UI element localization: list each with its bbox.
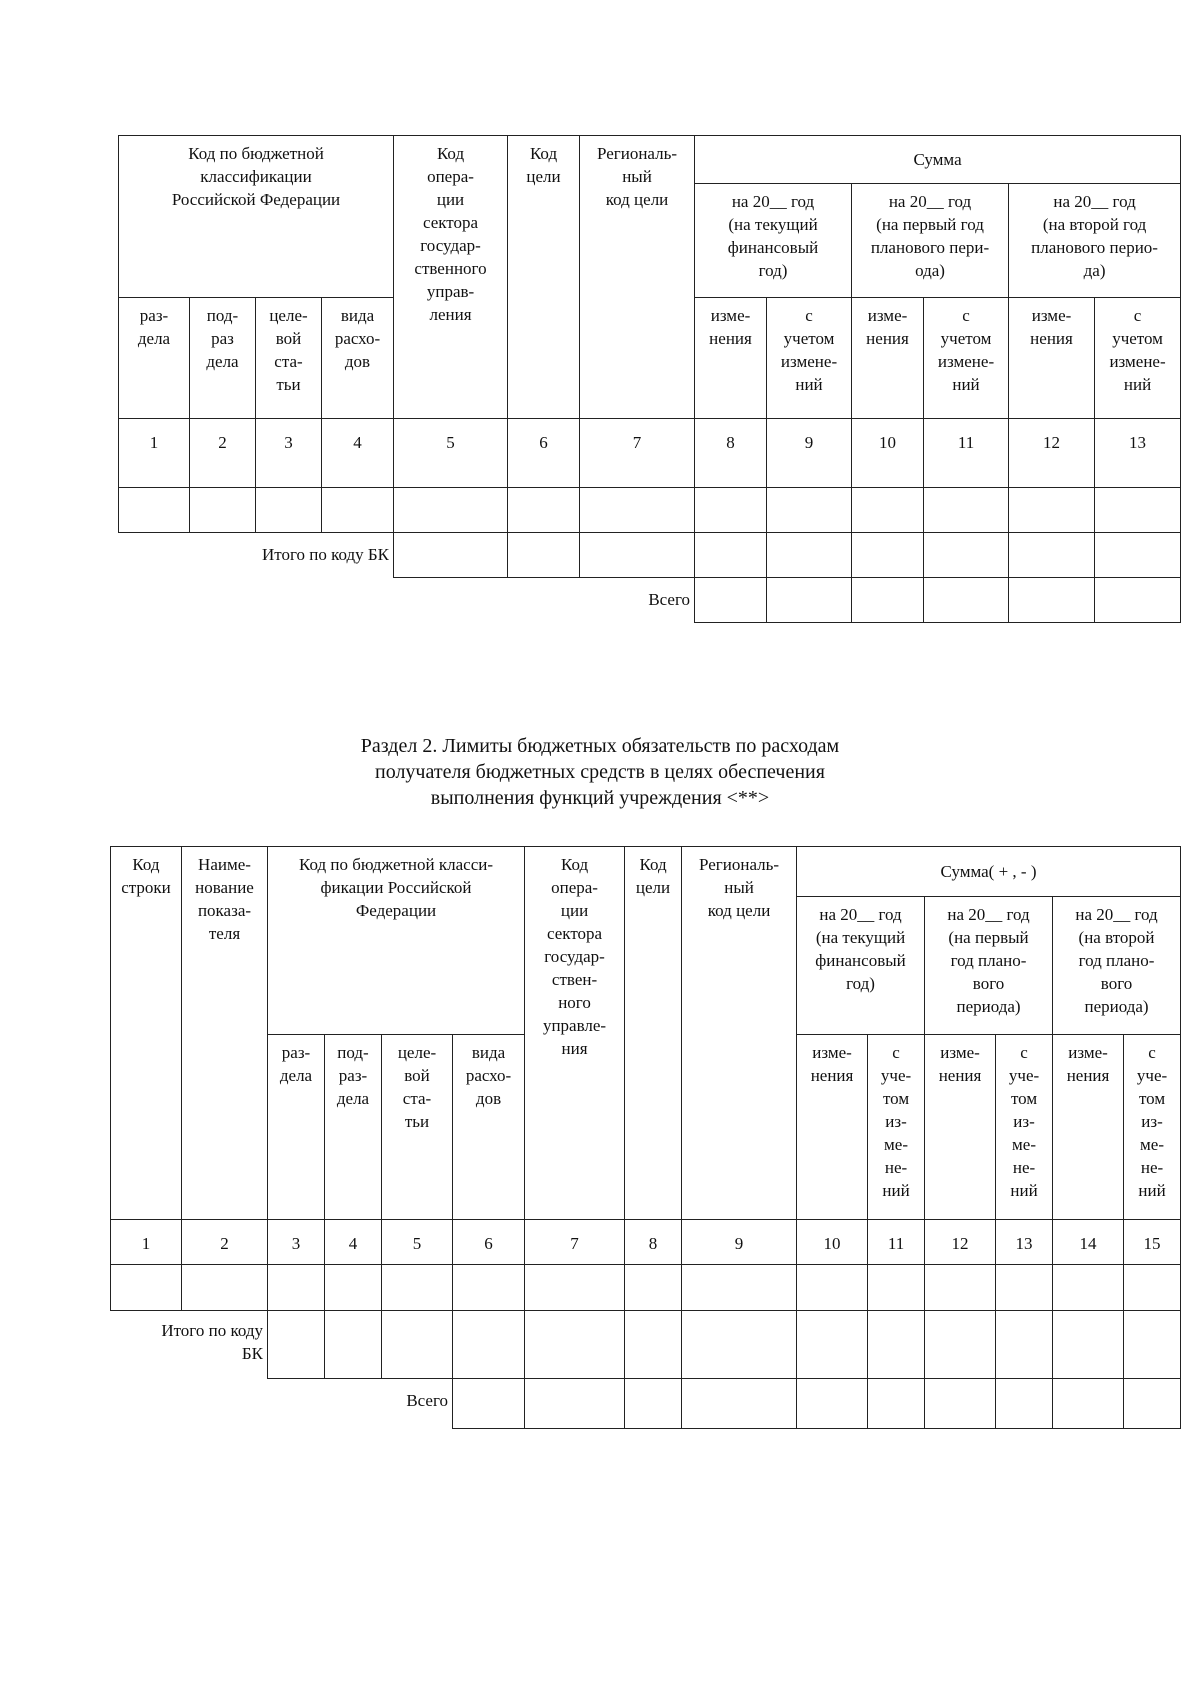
kosgu-header: Код опера- ции сектора государ- ственного управ- ления — [394, 136, 508, 419]
empty-cell — [625, 1265, 682, 1311]
empty-cell — [767, 533, 852, 578]
column-number: 11 — [924, 419, 1009, 488]
empty-cell — [394, 533, 508, 578]
year-first-header: на 20__ год (на первый год планового пери- ода) — [852, 184, 1009, 298]
empty-cell — [1095, 533, 1181, 578]
target-code-header: Код цели — [625, 847, 682, 1220]
empty-cell — [625, 1311, 682, 1379]
year-second-header: на 20__ год (на второй год планового перио- да) — [1009, 184, 1181, 298]
empty-cell — [190, 488, 256, 533]
year-current-header: на 20__ год (на текущий финансовый год) — [695, 184, 852, 298]
empty-cell — [111, 1265, 182, 1311]
column-number: 5 — [382, 1220, 453, 1265]
column-number: 8 — [625, 1220, 682, 1265]
column-number: 1 — [119, 419, 190, 488]
column-number: 2 — [190, 419, 256, 488]
budget-table-section-2 — [110, 846, 1181, 1429]
empty-cell — [797, 1265, 868, 1311]
empty-cell — [797, 1379, 868, 1429]
empty-cell — [382, 1311, 453, 1379]
empty-cell — [924, 578, 1009, 623]
column-number: 13 — [1095, 419, 1181, 488]
empty-cell — [682, 1379, 797, 1429]
column-number: 4 — [325, 1220, 382, 1265]
empty-cell — [382, 1265, 453, 1311]
celevoy-header: целе- вой ста- тьи — [382, 1035, 453, 1220]
razdel-header: раз- дела — [268, 1035, 325, 1220]
empty-cell — [508, 533, 580, 578]
empty-cell — [925, 1265, 996, 1311]
empty-cell — [182, 1265, 268, 1311]
izmeneniya-header: изме- нения — [925, 1035, 996, 1220]
empty-cell — [767, 578, 852, 623]
column-number: 5 — [394, 419, 508, 488]
empty-cell — [1009, 533, 1095, 578]
izmeneniya-header: изме- нения — [695, 298, 767, 419]
empty-cell — [925, 1379, 996, 1429]
column-number: 9 — [682, 1220, 797, 1265]
regional-code-header: Региональ- ный код цели — [682, 847, 797, 1220]
empty-cell — [394, 488, 508, 533]
vsego-label: Всего — [406, 1391, 448, 1410]
izmeneniya-header: изме- нения — [797, 1035, 868, 1220]
razdel-header: раз- дела — [119, 298, 190, 419]
empty-cell — [580, 533, 695, 578]
empty-cell — [525, 1379, 625, 1429]
budget-table-section-1 — [118, 135, 1181, 623]
column-number: 7 — [580, 419, 695, 488]
izmeneniya-header: изме- нения — [1009, 298, 1095, 419]
empty-cell — [868, 1311, 925, 1379]
year-first-header: на 20__ год (на первый год плано- вого периода) — [925, 897, 1053, 1035]
empty-cell — [682, 1311, 797, 1379]
column-number: 12 — [1009, 419, 1095, 488]
empty-cell — [996, 1311, 1053, 1379]
s-uchetom-header: с учетом измене- ний — [924, 298, 1009, 419]
column-number: 8 — [695, 419, 767, 488]
empty-cell — [1124, 1379, 1181, 1429]
empty-cell — [925, 1311, 996, 1379]
empty-cell — [695, 488, 767, 533]
kbk-header: Код по бюджетной класси- фикации Российской Федерации — [268, 847, 525, 1035]
itogo-row — [119, 533, 1181, 578]
empty-cell — [996, 1265, 1053, 1311]
column-number: 4 — [322, 419, 394, 488]
empty-cell — [453, 1265, 525, 1311]
empty-cell — [852, 578, 924, 623]
empty-cell — [1124, 1265, 1181, 1311]
column-number-row — [111, 1220, 1181, 1265]
empty-cell — [924, 533, 1009, 578]
empty-cell — [580, 488, 695, 533]
vsego-row — [119, 578, 1181, 623]
empty-cell — [1053, 1265, 1124, 1311]
sum-header: Сумма — [695, 136, 1181, 184]
empty-cell — [625, 1379, 682, 1429]
vida-header: вида расхо- дов — [453, 1035, 525, 1220]
empty-cell — [453, 1379, 525, 1429]
empty-cell — [868, 1265, 925, 1311]
vsego-label: Всего — [648, 590, 691, 609]
podrazdel-header: под- раз- дела — [325, 1035, 382, 1220]
column-number: 7 — [525, 1220, 625, 1265]
empty-cell — [1053, 1311, 1124, 1379]
empty-cell — [1095, 578, 1181, 623]
celevoy-header: целе- вой ста- тьи — [256, 298, 322, 419]
itogo-label: Итого по коду БК — [261, 545, 390, 564]
empty-cell — [525, 1311, 625, 1379]
empty-cell — [852, 533, 924, 578]
empty-cell — [1009, 488, 1095, 533]
column-number: 14 — [1053, 1220, 1124, 1265]
column-number: 12 — [925, 1220, 996, 1265]
column-number: 10 — [797, 1220, 868, 1265]
column-number: 1 — [111, 1220, 182, 1265]
empty-cell — [453, 1311, 525, 1379]
izmeneniya-header: изме- нения — [852, 298, 924, 419]
empty-cell — [322, 488, 394, 533]
s-uchetom-header: с уче- том из- ме- не- ний — [996, 1035, 1053, 1220]
empty-cell — [695, 533, 767, 578]
table-row — [119, 488, 1181, 533]
column-number: 6 — [508, 419, 580, 488]
empty-cell — [325, 1265, 382, 1311]
column-number: 13 — [996, 1220, 1053, 1265]
empty-cell — [325, 1311, 382, 1379]
itogo-row — [111, 1311, 1181, 1379]
kosgu-header: Код опера- ции сектора государ- ствен- ного управле- ния — [525, 847, 625, 1220]
column-number: 3 — [256, 419, 322, 488]
sum-header: Сумма( + , - ) — [797, 847, 1181, 897]
s-uchetom-header: с учетом измене- ний — [1095, 298, 1181, 419]
regional-code-header: Региональ- ный код цели — [580, 136, 695, 419]
empty-cell — [268, 1311, 325, 1379]
column-number-row — [119, 419, 1181, 488]
column-number: 15 — [1124, 1220, 1181, 1265]
empty-cell — [1124, 1311, 1181, 1379]
s-uchetom-header: с уче- том из- ме- не- ний — [868, 1035, 925, 1220]
empty-cell — [508, 488, 580, 533]
column-number: 2 — [182, 1220, 268, 1265]
s-uchetom-header: с уче- том из- ме- не- ний — [1124, 1035, 1181, 1220]
column-number: 3 — [268, 1220, 325, 1265]
empty-cell — [1009, 578, 1095, 623]
column-number: 10 — [852, 419, 924, 488]
empty-cell — [268, 1265, 325, 1311]
empty-cell — [119, 488, 190, 533]
kbk-header: Код по бюджетной классификации Российской Федерации — [119, 136, 394, 298]
section-2-heading: Раздел 2. Лимиты бюджетных обязательств по расходам получателя бюджетных средств в целях обеспечения выполнения функций учреждения <**> — [360, 735, 840, 809]
column-number: 9 — [767, 419, 852, 488]
empty-cell — [797, 1311, 868, 1379]
row-code-header: Код строки — [111, 847, 182, 1220]
empty-cell — [868, 1379, 925, 1429]
target-code-header: Код цели — [508, 136, 580, 419]
empty-cell — [924, 488, 1009, 533]
itogo-label: Итого по коду БК — [161, 1321, 263, 1363]
empty-cell — [525, 1265, 625, 1311]
empty-cell — [682, 1265, 797, 1311]
column-number: 6 — [453, 1220, 525, 1265]
empty-cell — [996, 1379, 1053, 1429]
empty-cell — [1053, 1379, 1124, 1429]
table-row — [111, 1265, 1181, 1311]
empty-cell — [695, 578, 767, 623]
podrazdel-header: под- раз дела — [190, 298, 256, 419]
empty-cell — [767, 488, 852, 533]
empty-cell — [1095, 488, 1181, 533]
year-current-header: на 20__ год (на текущий финансовый год) — [797, 897, 925, 1035]
izmeneniya-header: изме- нения — [1053, 1035, 1124, 1220]
indicator-name-header: Наиме- нование показа- теля — [182, 847, 268, 1220]
vsego-row — [111, 1379, 1181, 1429]
column-number: 11 — [868, 1220, 925, 1265]
year-second-header: на 20__ год (на второй год плано- вого периода) — [1053, 897, 1181, 1035]
empty-cell — [256, 488, 322, 533]
empty-cell — [852, 488, 924, 533]
vida-header: вида расхо- дов — [322, 298, 394, 419]
s-uchetom-header: с учетом измене- ний — [767, 298, 852, 419]
